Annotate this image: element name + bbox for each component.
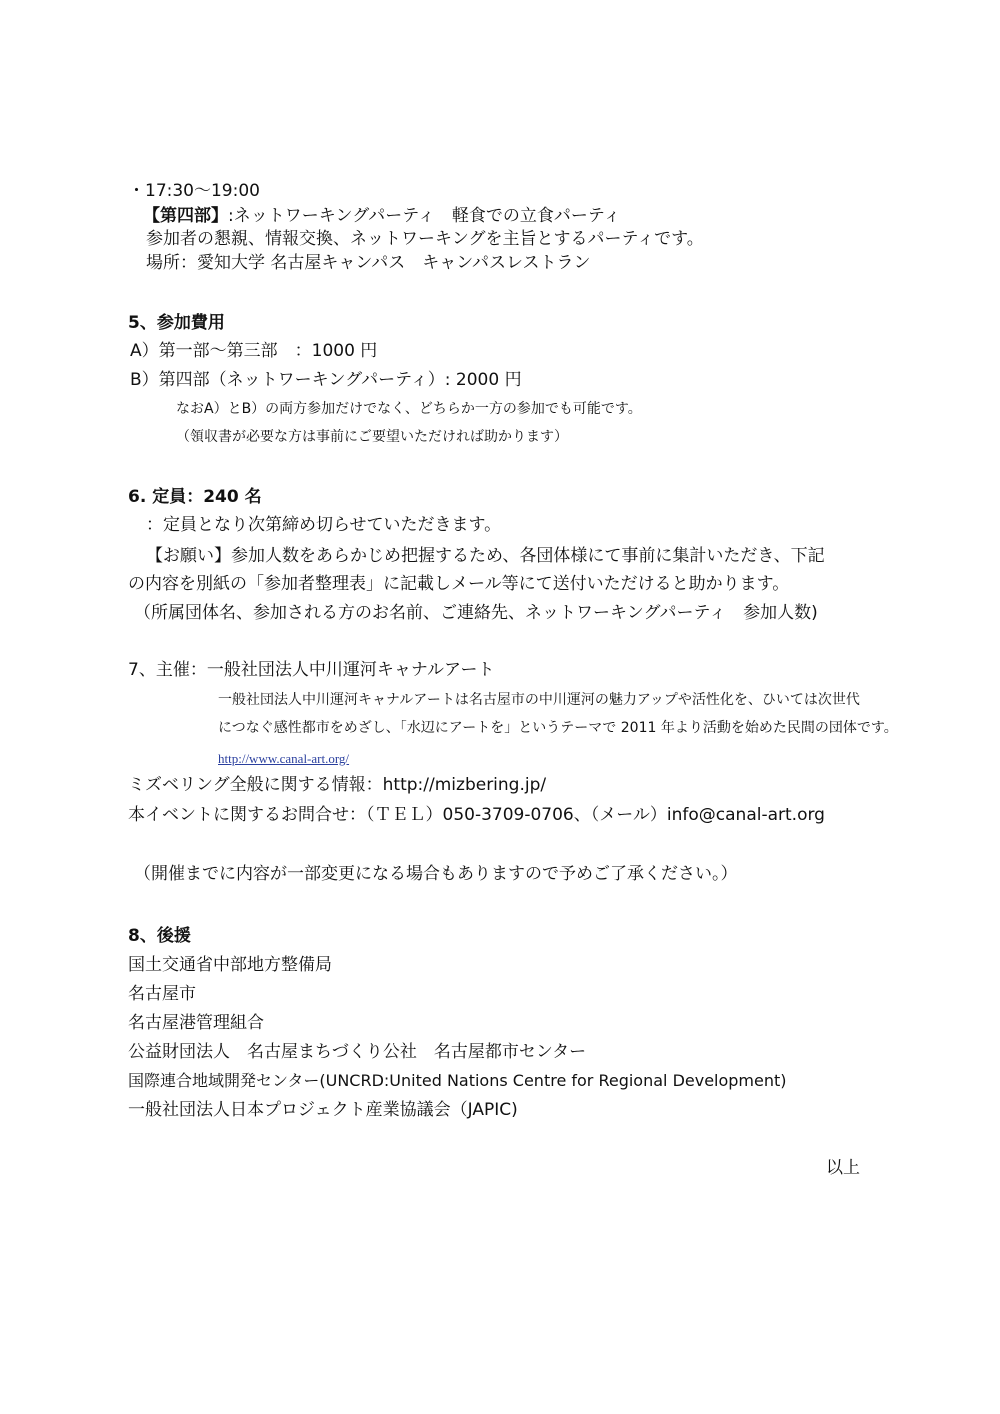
organizer-heading: 7、主催：一般社団法人中川運河キャナルアート — [128, 660, 495, 680]
fee-note-both: なおA）とB）の両方参加だけでなく、どちらか一方の参加でも可能です。 — [176, 401, 642, 417]
capacity-request-line2: の内容を別紙の「参加者整理表」に記載しメール等にて送付いただけると助かります。 — [128, 574, 790, 594]
part4-title-bracket: 【第四部】 — [143, 206, 228, 226]
part4-place: 場所：愛知大学 名古屋キャンパス キャンパスレストラン — [146, 253, 591, 273]
capacity-request-line3: （所属団体名、参加される方のお名前、ご連絡先、ネットワーキングパーティ 参加人数) — [134, 603, 818, 623]
fee-note-receipt: （領収書が必要な方は事前にご要望いただければ助かります） — [176, 429, 568, 445]
support-item: 名古屋港管理組合 — [128, 1013, 264, 1033]
closing-mark: 以上 — [826, 1158, 860, 1178]
organizer-description-line2: につなぐ感性都市をめざし、「水辺にアートを」というテーマで 2011 年より活動を始めた民間の団体です。 — [218, 720, 898, 736]
support-heading: 8、後援 — [128, 926, 191, 946]
capacity-request-line1: 【お願い】参加人数をあらかじめ把握するため、各団体様にて事前に集計いただき、下記 — [146, 546, 825, 566]
change-notice: （開催までに内容が一部変更になる場合もありますので予めご了承ください。） — [134, 864, 738, 884]
mizbering-info: ミズベリング全般に関する情報：http://mizbering.jp/ — [128, 775, 547, 795]
part4-title — [143, 206, 620, 226]
support-item: 一般社団法人日本プロジェクト産業協議会（JAPIC) — [128, 1100, 518, 1120]
fee-option-b: B）第四部（ネットワーキングパーティ）: 2000 円 — [130, 370, 522, 390]
part4-description: 参加者の懇親、情報交換、ネットワーキングを主旨とするパーティです。 — [146, 229, 704, 249]
part4-time: ・17:30〜19:00 — [128, 181, 260, 201]
fee-option-a: A）第一部〜第三部 ：1000 円 — [130, 341, 378, 361]
capacity-heading: 6. 定員：240 名 — [128, 487, 262, 507]
support-item: 公益財団法人 名古屋まちづくり公社 名古屋都市センター — [128, 1042, 587, 1062]
capacity-deadline: ：定員となり次第締め切らせていただきます。 — [146, 515, 502, 535]
part4-title-rest: :ネットワーキングパーティ 軽食での立食パーティ — [228, 206, 621, 226]
fee-heading: 5、参加費用 — [128, 313, 225, 333]
organizer-description-line1: 一般社団法人中川運河キャナルアートは名古屋市の中川運河の魅力アップや活性化を、ひいては次世代 — [218, 692, 860, 708]
support-item: 国際連合地域開発センター(UNCRD:United Nations Centre for Regional Development) — [128, 1071, 787, 1090]
organizer-website-link[interactable]: http://www.canal-art.org/ — [218, 751, 350, 766]
support-item: 名古屋市 — [128, 984, 196, 1004]
event-contact: 本イベントに関するお問合せ：（ＴＥＬ）050-3709-0706、（メール）info@canal-art.org — [128, 805, 825, 825]
support-item: 国土交通省中部地方整備局 — [128, 955, 332, 975]
